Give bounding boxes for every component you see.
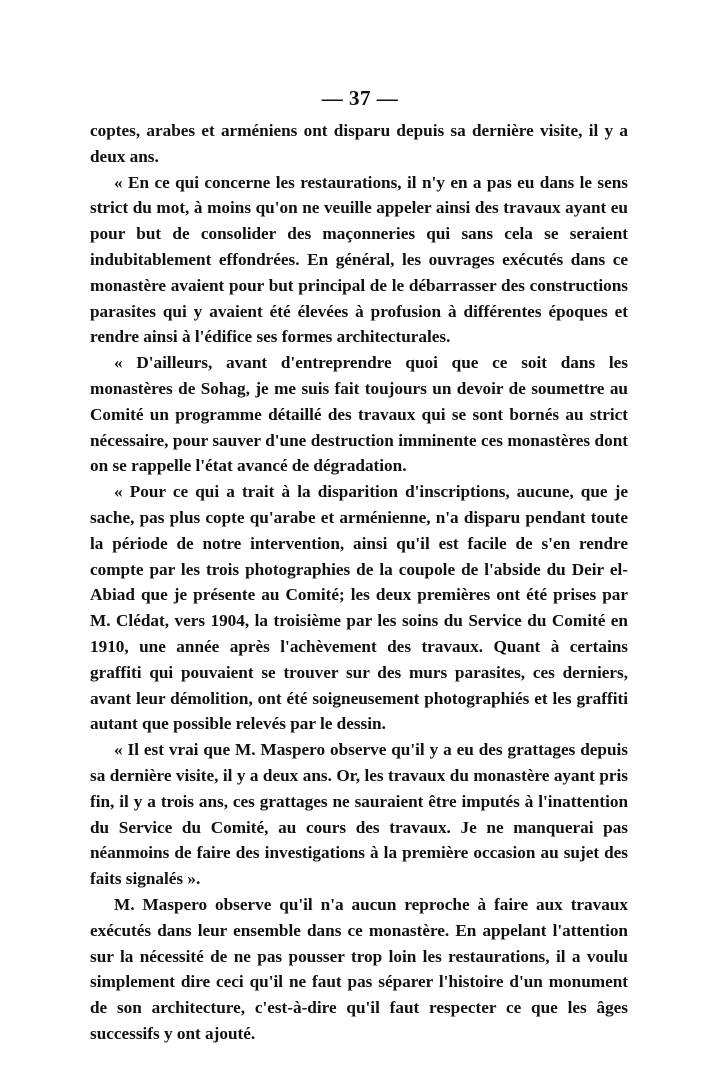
paragraph-maspero-conclusion: M. Maspero observe qu'il n'a aucun reproche à faire aux travaux exécutés dans leur ensemble dans ce monastère. En appelant l'attention sur la nécessité de ne pas pousser trop loin les restaurations, il a voulu simplement dire ceci qu'il ne faut pas séparer l'histoire d'un monument de son architecture, c'est-à-dire qu'il faut respecter ce que les âges successifs y ont ajouté.: [90, 894, 628, 1043]
paragraph-grattages: « Il est vrai que M. Maspero observe qu'il y a eu des grattages depuis sa dernière visite, il y a deux ans. Or, les travaux du monastère ayant pris fin, il y a trois ans, ces grattages ne sauraient être imputés à l'inattention du Service du Comité, au cours des travaux. Je ne manquerai pas néanmoins de faire des investigations à la première occasion au sujet des faits signalés ».: [90, 740, 628, 889]
paragraph-continuation: coptes, arabes et arméniens ont disparu depuis sa dernière visite, il y a deux ans.: [90, 121, 628, 166]
paragraph-sohag-monasteries: « D'ailleurs, avant d'entreprendre quoi que ce soit dans les monastères de Sohag, je me suis fait toujours un devoir de soumettre au Comité un programme détaillé des travaux qui se sont bornés au strict nécessaire, pour sauver d'une destruction imminente ces monastères dont on se rappelle l'état avancé de dégradation.: [90, 353, 628, 476]
paragraph-inscriptions: « Pour ce qui a trait à la disparition d'inscriptions, aucune, que je sache, pas plus copte qu'arabe et arménienne, n'a disparu pendant toute la période de notre intervention, ainsi qu'il est facile de s'en rendre compte par les trois photographies de la coupole de l'abside du Deir el-Abiad que je présente au Comité; les deux premières ont été prises par M. Clédat, vers 1904, la troisième par les soins du Service du Comité en 1910, une année après l'achèvement des travaux. Quant à certains graffiti qui pouvaient se trouver sur des murs parasites, ces derniers, avant leur démolition, ont été soigneusement photographiés et les graffiti autant que possible relevés par le dessin.: [90, 482, 628, 734]
paragraph-restorations: « En ce qui concerne les restaurations, il n'y en a pas eu dans le sens strict du mot, à moins qu'on ne veuille appeler ainsi des travaux ayant eu pour but de consolider des maçonneries qui sans cela se seraient indubitablement effondrées. En général, les ouvrages exécutés dans ce monastère avaient pour but principal de le débarrasser des constructions parasites qui y avaient été élevées à profusion à différentes époques et rendre ainsi à l'édifice ses formes architecturales.: [90, 172, 628, 347]
page-number: — 37 —: [321, 86, 399, 110]
body-text: [90, 118, 628, 1047]
